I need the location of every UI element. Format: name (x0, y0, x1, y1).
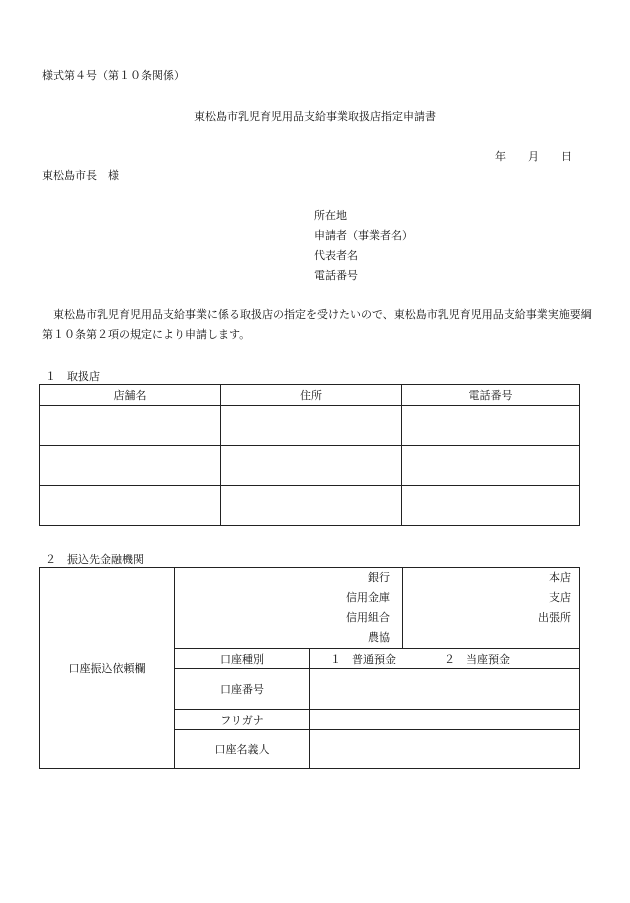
account-holder-field[interactable] (310, 730, 580, 769)
applicant-address-label: 所在地 (314, 209, 347, 222)
furigana-field[interactable] (310, 710, 580, 730)
institution-type-kumiai: 信用組合 (346, 611, 390, 624)
column-header-address: 住所 (221, 385, 402, 406)
branch-type-branch: 支店 (549, 591, 571, 604)
form-number: 様式第４号（第１０条関係） (42, 69, 185, 82)
table-row (40, 446, 580, 486)
shop-name-cell[interactable] (40, 446, 221, 486)
shop-name-cell[interactable] (40, 486, 221, 526)
date-line (495, 148, 572, 164)
date-year: 年 (495, 150, 506, 163)
column-header-shop-name: 店舗名 (40, 385, 221, 406)
shop-address-cell[interactable] (221, 406, 402, 446)
shop-address-cell[interactable] (221, 486, 402, 526)
account-type-current[interactable]: ２ 当座預金 (444, 652, 510, 666)
table-row (40, 486, 580, 526)
account-holder-label: 口座名義人 (175, 730, 310, 769)
shop-name-cell[interactable] (40, 406, 221, 446)
account-number-label: 口座番号 (175, 669, 310, 710)
account-number-field[interactable] (310, 669, 580, 710)
account-type-label: 口座種別 (175, 649, 310, 669)
addressee: 東松島市長 様 (42, 169, 119, 182)
table-row (40, 406, 580, 446)
institution-type-nokyo: 農協 (368, 631, 390, 644)
representative-label: 代表者名 (314, 249, 358, 262)
institution-type-shinkin: 信用金庫 (346, 591, 390, 604)
branch-type-main: 本店 (549, 571, 571, 584)
branch-type-office: 出張所 (538, 611, 571, 624)
shop-address-cell[interactable] (221, 446, 402, 486)
bank-table (39, 567, 580, 769)
furigana-label: フリガナ (175, 710, 310, 730)
column-header-phone: 電話番号 (402, 385, 580, 406)
date-month: 月 (528, 150, 539, 163)
institution-name-cell[interactable] (175, 568, 403, 649)
shop-phone-cell[interactable] (402, 406, 580, 446)
section1-heading: １ 取扱店 (45, 370, 100, 383)
branch-name-cell[interactable] (403, 568, 580, 649)
application-statement: 東松島市乳児育児用品支給事業に係る取扱店の指定を受けたいので、東松島市乳児育児用品支給事業実施要綱第１０条第２項の規定により申請します。 (42, 308, 592, 341)
transfer-request-label: 口座振込依頼欄 (40, 568, 175, 769)
document-title: 東松島市乳児育児用品支給事業取扱店指定申請書 (194, 110, 436, 123)
date-day: 日 (561, 150, 572, 163)
shop-phone-cell[interactable] (402, 486, 580, 526)
account-type-ordinary[interactable]: １ 普通預金 (330, 652, 396, 666)
account-type-options (310, 649, 580, 669)
applicant-phone-label: 電話番号 (314, 269, 358, 282)
applicant-name-label: 申請者（事業者名） (314, 229, 413, 242)
shops-table (39, 384, 580, 526)
institution-type-bank: 銀行 (368, 571, 390, 584)
section2-heading: ２ 振込先金融機関 (45, 553, 144, 566)
shop-phone-cell[interactable] (402, 446, 580, 486)
